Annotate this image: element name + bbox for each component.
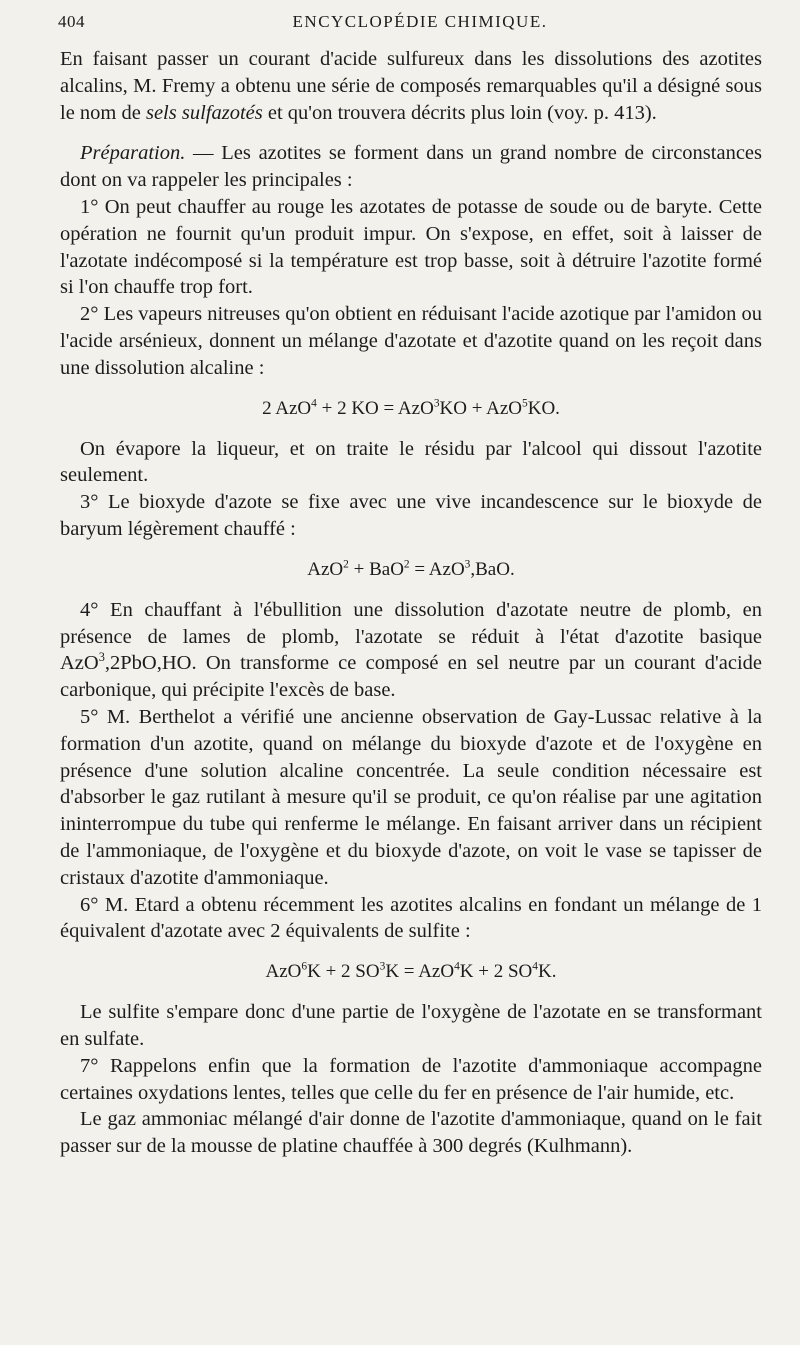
formula-2: AzO$^2$ + BaO$^2$ = AzO$^3$,BaO. <box>307 558 515 580</box>
page-header <box>60 12 762 40</box>
method-5-paragraph: 5° M. Berthelot a vérifié une ancienne observation de Gay-Lussac relative à la formation d'un azotite, quand on mélange du bioxyde d'azote et de l'oxygène en présence d'une solution alcaline concentrée. La seule condition nécessaire est d'absorber le gaz rutilant à mesure qu'il se produit, ce qu'on réalise par une agitation ininterrompue du tube qui renferme le mélange. En faisant arriver dans un récipient de l'ammoniaque, de l'oxygène et du bioxyde d'azote, on voit le vase se tapisser de cristaux d'azotite d'ammoniaque. <box>60 705 762 889</box>
intro-paragraph: En faisant passer un courant d'acide sulfureux dans les dissolutions des azotites alcalins, M. Fremy a obtenu une série de composés remarquables qu'il a désigné sous le nom de sels sulfazotés et qu'on trouvera décrits plus loin (voy. p. 413). <box>60 48 762 124</box>
page-body <box>60 46 762 1160</box>
method-2-paragraph: 2° Les vapeurs nitreuses qu'on obtient en réduisant l'acide azotique par l'amidon ou l'acide arsénieux, donnent un mélange d'azotate et d'azotite quand on les reçoit dans une dissolution alcaline : <box>60 303 762 379</box>
formula-3: AzO$^6$K + 2 $SO^3K = AzO^4K + 2$ $SO^4K$. <box>265 960 557 983</box>
formula-1: 2 AzO$^4$ + 2 KO = AzO$^3$KO + AzO$^5$KO. <box>262 397 560 419</box>
sels-sulfazotes-term: sels sulfazotés <box>145 101 263 124</box>
method-1-paragraph: 1° On peut chauffer au rouge les azotates de potasse de soude ou de baryte. Cette opération ne fournit qu'un produit impur. On s'expose, en effet, soit à laisser de l'azotate indécomposé si la température est trop basse, soit à détruire l'azotite formé si l'on chauffe trop fort. <box>60 195 762 299</box>
preparation-heading: Préparation. <box>80 142 186 165</box>
running-title: ENCYCLOPÉDIE CHIMIQUE. <box>292 12 548 31</box>
method-3-paragraph: 3° Le bioxyde d'azote se fixe avec une vive incandescence sur le bioxyde de baryum légèrement chauffé : <box>60 491 762 540</box>
page-number: 404 <box>58 12 85 31</box>
method-6-paragraph: 6° M. Etard a obtenu récemment les azotites alcalins en fondant un mélange de 1 équivalent d'azotate avec 2 équivalents de sulfite : <box>60 893 762 943</box>
method-7-paragraph: 7° Rappelons enfin que la formation de l'azotite d'ammoniaque accompagne certaines oxydations lentes, telles que celle du fer en présence de l'air humide, etc. <box>60 1054 762 1104</box>
method-4-paragraph: 4° En chauffant à l'ébullition une dissolution d'azotate neutre de plomb, en présence de lames de plomb, l'azotate se réduit à l'état d'azotite basique AzO$^3$,2PbO,HO. On transforme ce composé en sel neutre par un courant d'acide carbonique, qui précipite l'excès de base. <box>60 598 762 702</box>
method-2-continuation: On évapore la liqueur, et on traite le résidu par l'alcool qui dissout l'azotite seulement. <box>60 437 762 487</box>
preparation-paragraph: Préparation. — Les azotites se forment dans un grand nombre de circonstances dont on va rappeler les principales : <box>60 142 762 192</box>
method-6-continuation: Le sulfite s'empare donc d'une partie de l'oxygène de l'azotate en se transformant en sulfate. <box>60 1001 762 1050</box>
ammonia-gas-paragraph: Le gaz ammoniac mélangé d'air donne de l'azotite d'ammoniaque, quand on le fait passer sur de la mousse de platine chauffée à 300 degrés (Kulhmann). <box>60 1108 762 1158</box>
